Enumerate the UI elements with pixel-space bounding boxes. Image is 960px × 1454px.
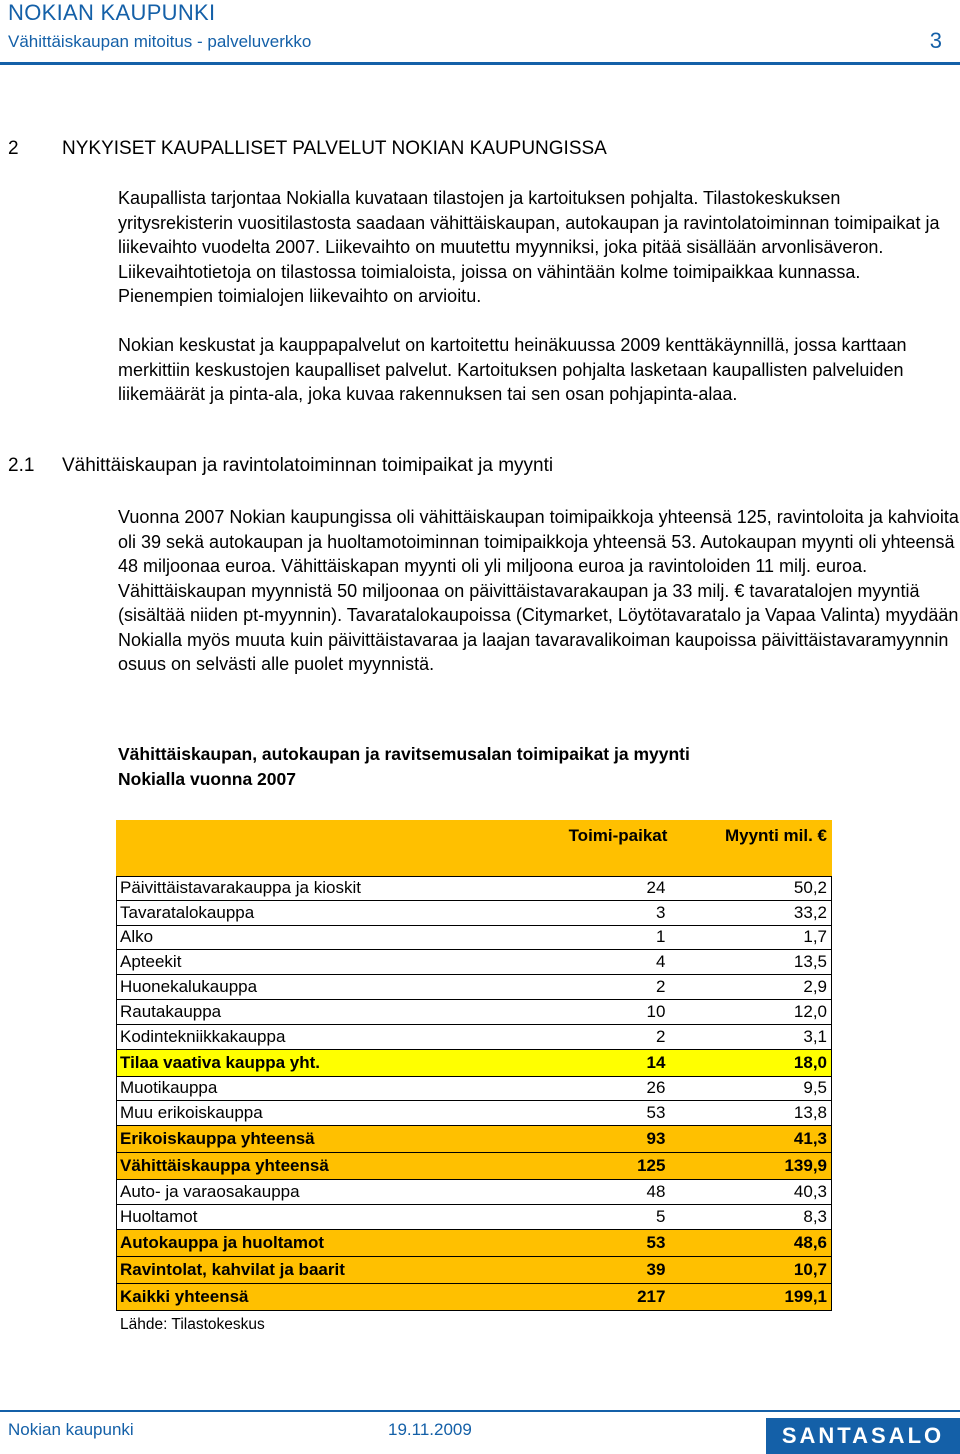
- document-subtitle: Vähittäiskaupan mitoitus - palveluverkko: [8, 32, 312, 51]
- subsection-number: 2.1: [8, 455, 35, 476]
- table-cell-myynti: 3,1: [803, 1026, 827, 1046]
- table-cell-toimipaikat: 1: [655, 927, 666, 947]
- table-cell-toimipaikat: 93: [646, 1129, 666, 1149]
- table-cell-myynti: 10,7: [793, 1259, 827, 1279]
- table-cell-toimipaikat: 4: [655, 952, 666, 972]
- santasalo-logo: SANTASALO: [766, 1418, 960, 1454]
- table-cell-myynti: 8,3: [803, 1206, 827, 1226]
- table-row: [116, 1000, 832, 1025]
- table-row: [116, 1205, 832, 1230]
- table-title-line-2: Nokialla vuonna 2007: [118, 769, 296, 789]
- table-cell-myynti: 40,3: [793, 1182, 827, 1202]
- table-cell-toimipaikat: 217: [637, 1286, 666, 1306]
- table-header-empty: [117, 821, 542, 875]
- footer-organization: Nokian kaupunki: [8, 1420, 134, 1439]
- table-row: [116, 1153, 832, 1180]
- table-header: [116, 820, 832, 876]
- table-cell-toimipaikat: 24: [646, 878, 666, 898]
- table-header-myynti: Myynti mil. €: [724, 826, 827, 845]
- table-cell-myynti: 1,7: [803, 927, 827, 947]
- table-title-line-1: Vähittäiskaupan, autokaupan ja ravitsemusalan toimipaikat ja myynti: [118, 744, 690, 764]
- table-cell-label: Huoltamot: [120, 1206, 198, 1226]
- table-cell-myynti: 41,3: [793, 1129, 827, 1149]
- section-title: NYKYISET KAUPALLISET PALVELUT NOKIAN KAUPUNGISSA: [62, 138, 607, 159]
- table-row: [116, 926, 832, 951]
- table-cell-myynti: 13,8: [793, 1103, 827, 1123]
- page-number: 3: [929, 28, 942, 53]
- table-cell-myynti: 18,0: [793, 1052, 827, 1072]
- table-cell-toimipaikat: 14: [646, 1052, 666, 1072]
- table-row: [116, 1101, 832, 1126]
- table-cell-label: Kodintekniikkakauppa: [120, 1026, 286, 1046]
- table-cell-myynti: 2,9: [803, 977, 827, 997]
- table-cell-label: Muu erikoiskauppa: [120, 1103, 263, 1123]
- table-cell-myynti: 50,2: [793, 878, 827, 898]
- table-row: [116, 1257, 832, 1284]
- table-cell-label: Autokauppa ja huoltamot: [120, 1232, 324, 1252]
- table-cell-label: Apteekit: [120, 952, 182, 972]
- section-paragraph-2: Nokian keskustat ja kauppapalvelut on kartoitettu heinäkuussa 2009 kenttäkäynnillä, jossa karttaan merkittiin keskustojen kaupalliset palvelut. Kartoituksen pohjalta lasketaan kaupallisten palveluiden liikemäärät ja pinta-ala, joka kuvaa rakennuksen tai sen osan pohjapinta-alaa.: [118, 335, 907, 404]
- table-row: [116, 1025, 832, 1050]
- table-row: [116, 876, 832, 901]
- table-cell-toimipaikat: 39: [646, 1259, 666, 1279]
- table-cell-toimipaikat: 2: [655, 1026, 666, 1046]
- table-row: [116, 1050, 832, 1077]
- subsection-paragraph: Vuonna 2007 Nokian kaupungissa oli vähittäiskaupan toimipaikkoja yhteensä 125, ravintoloita ja kahvioita oli 39 sekä autokaupan ja huoltamotoiminnan toimipaikkoja yhteensä 53. Autokaupan myynti oli yhteensä 48 miljoonaa euroa. Vähittäiskapan myynti oli yli miljoona euroa ja ravintoloiden 11 milj. euroa. Vähittäiskaupan myynnistä 50 miljoonaa on päivittäistavarakaupan ja 33 milj. € tavaratalojen myyntiä (sisältää niiden pt-myynnin). Tavaratalokaupoissa (Citymarket, Löytötavaratalo ja Vapaa Valinta) myydään Nokialla myös muuta kuin päivittäistavaraa ja laajan tavaravalikoiman kaupoissa päivittäistavaramyynnin osuus on selvästi alle puolet myynnistä.: [118, 507, 959, 674]
- table-row: [116, 1077, 832, 1102]
- table-cell-toimipaikat: 2: [655, 977, 666, 997]
- table-cell-label: Tilaa vaativa kauppa yht.: [120, 1052, 320, 1072]
- table-cell-myynti: 9,5: [803, 1078, 827, 1098]
- table-cell-toimipaikat: 5: [655, 1206, 666, 1226]
- table-cell-label: Alko: [120, 927, 154, 947]
- table-header-toimipaikat: Toimi-paikat: [568, 826, 668, 845]
- section-paragraph-1: Kaupallista tarjontaa Nokialla kuvataan tilastojen ja kartoituksen pohjalta. Tilastokeskuksen yritysrekisterin vuositilastosta saadaan vähittäiskaupan, autokaupan ja ravintolatoiminnan toimipaikat ja liikevaihto vuodelta 2007. Liikevaihto on muutettu myynniksi, joka pitää sisällään arvonlisäveron. Liikevaihtotietoja on tilastossa toimialoista, joissa on vähintään kolme toimipaikkaa kunnassa. Pienempien toimialojen liikevaihto on arvioitu.: [118, 188, 940, 306]
- table-cell-toimipaikat: 53: [646, 1232, 666, 1252]
- table-cell-label: Ravintolat, kahvilat ja baarit: [120, 1259, 345, 1279]
- table-cell-toimipaikat: 26: [646, 1078, 666, 1098]
- table-cell-myynti: 48,6: [793, 1232, 827, 1252]
- table-cell-myynti: 12,0: [793, 1001, 827, 1021]
- table-body: [116, 876, 832, 1311]
- footer-date: 19.11.2009: [388, 1420, 472, 1439]
- table-cell-label: Päivittäistavarakauppa ja kioskit: [120, 878, 361, 898]
- table-row: [116, 975, 832, 1000]
- table-cell-myynti: 139,9: [784, 1156, 827, 1176]
- table-row: [116, 901, 832, 926]
- table-row: [116, 1284, 832, 1311]
- document-title: NOKIAN KAUPUNKI: [8, 0, 216, 25]
- header-rule: [0, 62, 960, 65]
- table-cell-label: Muotikauppa: [120, 1078, 218, 1098]
- table-cell-myynti: 33,2: [793, 902, 827, 922]
- table-cell-label: Huonekalukauppa: [120, 977, 258, 997]
- table-row: [116, 950, 832, 975]
- table-cell-toimipaikat: 3: [655, 902, 666, 922]
- table-cell-label: Erikoiskauppa yhteensä: [120, 1129, 315, 1149]
- table-cell-myynti: 199,1: [784, 1286, 827, 1306]
- table-cell-myynti: 13,5: [793, 952, 827, 972]
- table-row: [116, 1126, 832, 1153]
- table-row: [116, 1230, 832, 1257]
- subsection-title: Vähittäiskaupan ja ravintolatoiminnan toimipaikat ja myynti: [62, 455, 554, 476]
- table-title: [118, 742, 878, 792]
- table-cell-label: Rautakauppa: [120, 1001, 222, 1021]
- table-source: Lähde: Tilastokeskus: [120, 1316, 265, 1333]
- table-cell-toimipaikat: 10: [646, 1001, 666, 1021]
- footer-rule: [0, 1410, 960, 1412]
- table-cell-label: Vähittäiskauppa yhteensä: [120, 1156, 329, 1176]
- table-cell-label: Auto- ja varaosakauppa: [120, 1182, 300, 1202]
- table-cell-toimipaikat: 125: [637, 1156, 666, 1176]
- table-cell-label: Tavaratalokauppa: [120, 902, 255, 922]
- table-cell-toimipaikat: 48: [646, 1182, 666, 1202]
- statistics-table: [116, 820, 832, 1311]
- table-row: [116, 1180, 832, 1205]
- table-cell-label: Kaikki yhteensä: [120, 1286, 249, 1306]
- section-number: 2: [8, 138, 19, 159]
- table-cell-toimipaikat: 53: [646, 1103, 666, 1123]
